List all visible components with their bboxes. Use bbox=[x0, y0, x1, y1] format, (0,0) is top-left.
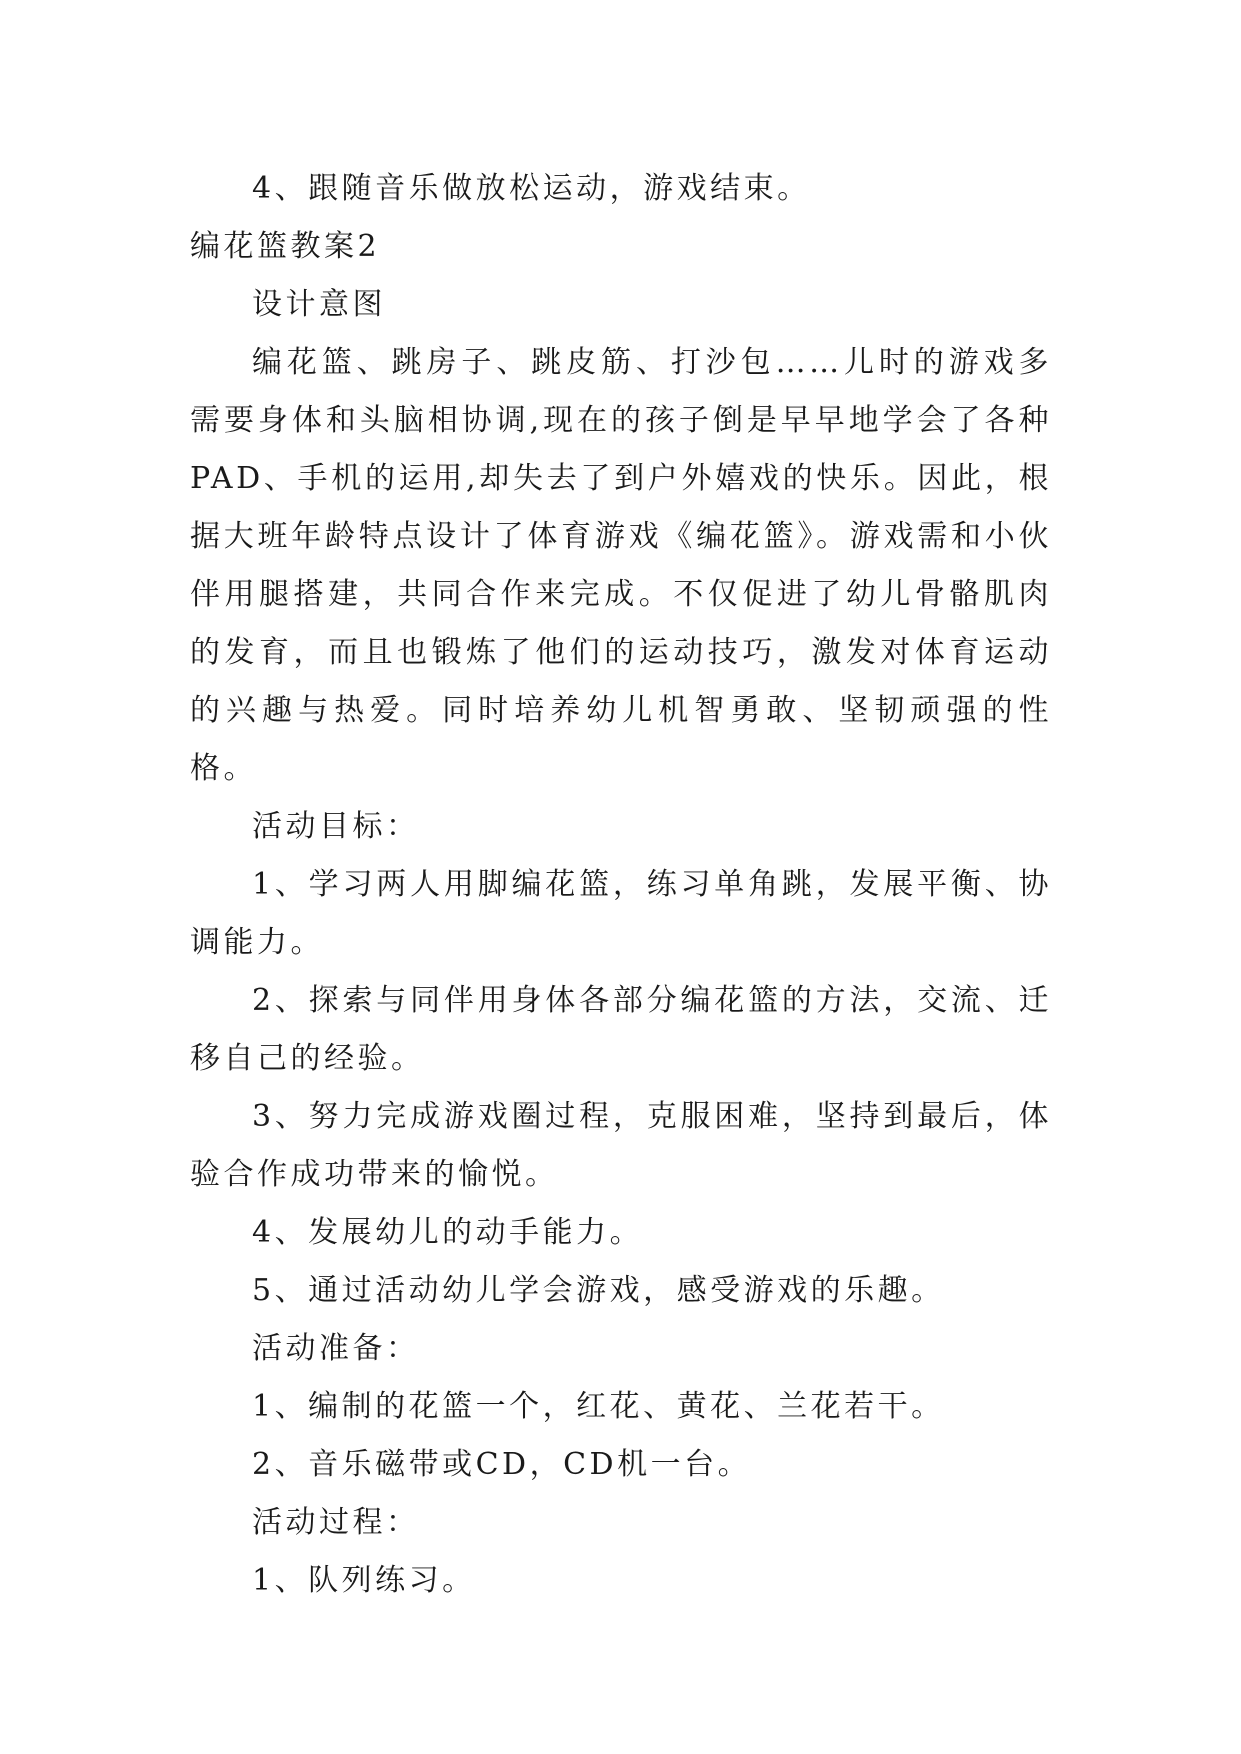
goal-item-5: 5、通过活动幼儿学会游戏，感受游戏的乐趣。 bbox=[252, 1273, 945, 1308]
process-item-1: 1、队列练习。 bbox=[252, 1563, 476, 1598]
goal-item-1: 1、学习两人用脚编花篮，练习单角跳，发展平衡、协调能力。 bbox=[190, 867, 1052, 960]
paragraph-relax-step: 4、跟随音乐做放松运动，游戏结束。 bbox=[252, 171, 811, 206]
goal-item-2: 2、探索与同伴用身体各部分编花篮的方法，交流、迁移自己的经验。 bbox=[190, 983, 1052, 1076]
subheading-activity-preparation: 活动准备： bbox=[252, 1331, 420, 1366]
subheading-design-intent: 设计意图 bbox=[252, 287, 386, 322]
goal-item-4: 4、发展幼儿的动手能力。 bbox=[252, 1215, 644, 1250]
preparation-item-2: 2、音乐磁带或CD，CD机一台。 bbox=[252, 1447, 752, 1482]
preparation-item-1: 1、编制的花篮一个，红花、黄花、兰花若干。 bbox=[252, 1389, 945, 1424]
paragraph-design-intent: 编花篮、跳房子、跳皮筋、打沙包……儿时的游戏多需要身体和头脑相协调,现在的孩子倒是早早地学会了各种PAD、手机的运用,却失去了到户外嬉戏的快乐。因此，根据大班年龄特点设计了体育游戏《编花篮》。游戏需和小伙伴用腿搭建，共同合作来完成。不仅促进了幼儿骨骼肌肉的发育，而且也锻炼了他们的运动技巧，激发对体育运动的兴趣与热爱。同时培养幼儿机智勇敢、坚韧顽强的性格。 bbox=[190, 345, 1052, 786]
subheading-activity-goals: 活动目标： bbox=[252, 809, 420, 844]
goal-item-3: 3、努力完成游戏圈过程，克服困难，坚持到最后，体验合作成功带来的愉悦。 bbox=[190, 1099, 1052, 1192]
document-body bbox=[190, 160, 1052, 1610]
section-title: 编花篮教案2 bbox=[190, 229, 381, 264]
subheading-activity-process: 活动过程： bbox=[252, 1505, 420, 1540]
